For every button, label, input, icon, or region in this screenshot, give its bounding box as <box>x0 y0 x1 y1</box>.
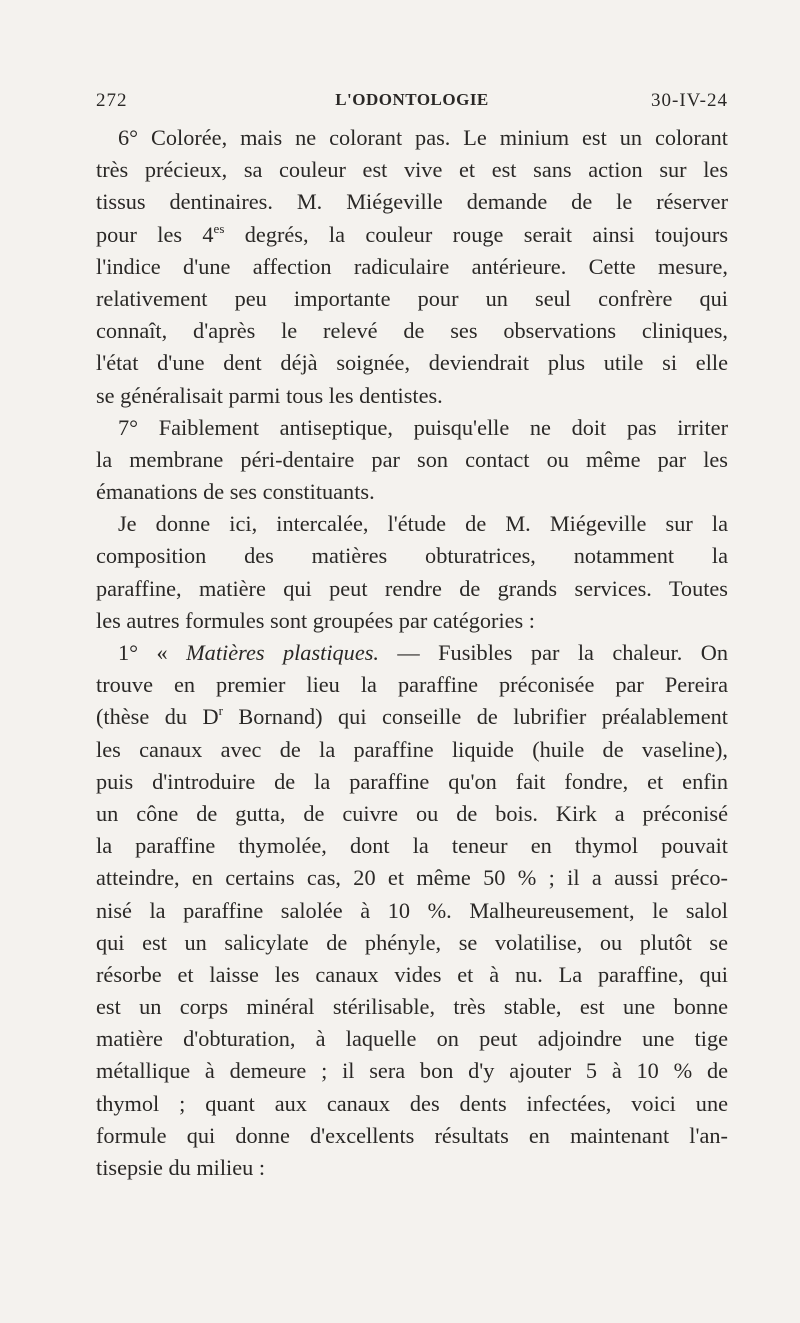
text-line: nisé la paraffine salolée à 10 %. Malheureusement, le salol <box>96 897 728 923</box>
text-line: un cône de gutta, de cuivre ou de bois. Kirk a préconisé <box>96 800 728 826</box>
page-number: 272 <box>96 90 128 111</box>
text-line: se généralisait parmi tous les dentistes. <box>96 382 443 408</box>
text-line: trouve en premier lieu la paraffine préconisée par Pereira <box>96 672 728 698</box>
text-line: atteindre, en certains cas, 20 et même 50 % ; il a aussi préco- <box>96 865 728 891</box>
text-line: relativement peu importante pour un seul confrère qui <box>96 285 728 311</box>
text-line: résorbe et laisse les canaux vides et à nu. La paraffine, qui <box>96 961 728 987</box>
text-line: formule qui donne d'excellents résultats en maintenant l'an- <box>96 1122 728 1148</box>
text-line: très précieux, sa couleur est vive et est sans action sur les <box>96 157 728 183</box>
text-line: (thèse du $D^r$ Bornand) qui conseille de lubrifier préalablement <box>96 703 728 730</box>
text-line: 1° « Matières plastiques. — Fusibles par la chaleur. On <box>118 640 728 665</box>
text-line: l'état d'une dent déjà soignée, deviendrait plus utile si elle <box>96 350 728 376</box>
text-line: les canaux avec de la paraffine liquide (huile de vaseline), <box>96 736 728 762</box>
journal-title: L'ODONTOLOGIE <box>335 90 489 109</box>
text-line: les autres formules sont groupées par catégories : <box>96 607 535 633</box>
body-text <box>96 122 728 1184</box>
text-line: connaît, d'après le relevé de ses observations cliniques, <box>96 318 728 344</box>
issue-date: 30-IV-24 <box>651 90 728 111</box>
text-line: la paraffine thymolée, dont la teneur en thymol pouvait <box>96 833 728 859</box>
text-line: paraffine, matière qui peut rendre de grands services. Toutes <box>96 575 728 601</box>
text-line: composition des matières obturatrices, notamment la <box>96 543 728 569</box>
text-line: l'indice d'une affection radiculaire antérieure. Cette mesure, <box>96 253 728 279</box>
text-line: pour les $4^{es}$ degrés, la couleur rouge serait ainsi toujours <box>96 220 729 247</box>
running-header <box>96 90 728 118</box>
text-line: thymol ; quant aux canaux des dents infectées, voici une <box>96 1090 728 1116</box>
text-line: 6° Colorée, mais ne colorant pas. Le minium est un colorant <box>118 125 728 150</box>
text-line: 7° Faiblement antiseptique, puisqu'elle ne doit pas irriter <box>118 414 728 440</box>
text-line: Je donne ici, intercalée, l'étude de M. Miégeville sur la <box>118 511 728 537</box>
text-line: est un corps minéral stérilisable, très stable, est une bonne <box>96 994 728 1020</box>
text-line: puis d'introduire de la paraffine qu'on fait fondre, et enfin <box>96 768 728 794</box>
text-line: tisepsie du milieu : <box>96 1155 266 1180</box>
text-line: matière d'obturation, à laquelle on peut adjoindre une tige <box>96 1026 728 1052</box>
text-line: émanations de ses constituants. <box>96 479 375 505</box>
text-line: métallique à demeure ; il sera bon d'y ajouter 5 à 10 % de <box>96 1058 728 1084</box>
text-line: la membrane péri-dentaire par son contact ou même par les <box>96 446 728 472</box>
text-line: tissus dentinaires. M. Miégeville demande de le réserver <box>96 189 728 215</box>
text-line: qui est un salicylate de phényle, se volatilise, ou plutôt se <box>96 929 728 955</box>
